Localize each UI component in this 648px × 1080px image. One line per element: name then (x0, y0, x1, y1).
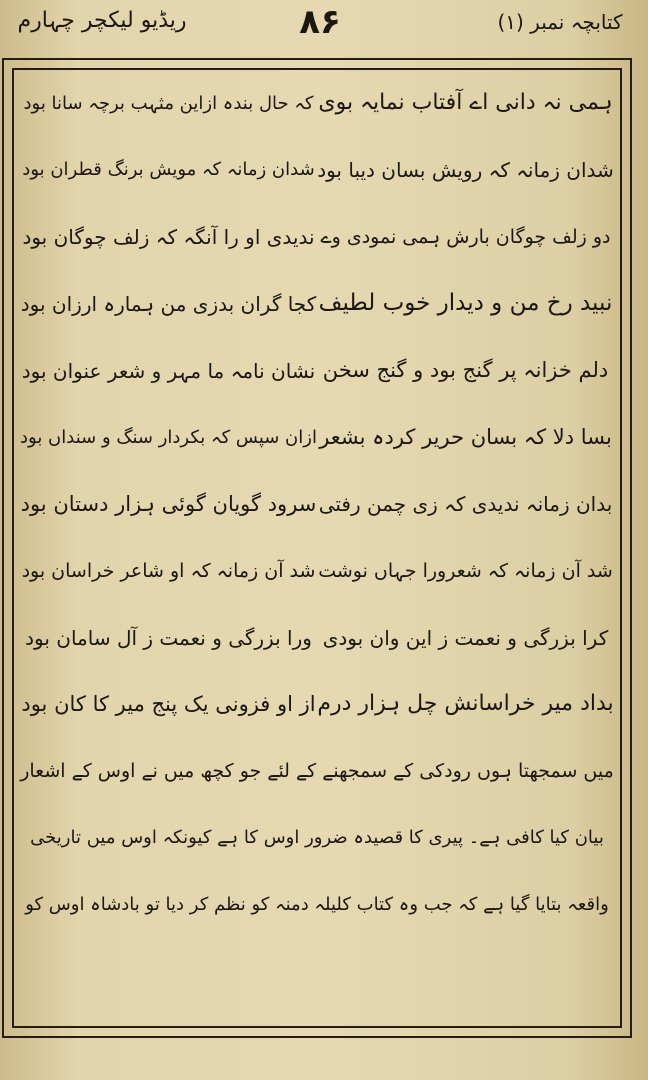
first-hemistich: دو زلف چوگان بارش ہمی نمودی وے (320, 225, 611, 248)
first-hemistich: شدان زمانہ کہ رویش بسان دیبا بود (317, 158, 614, 183)
second-hemistich: کجا گران بدزی من ہمارہ ارزان بود (20, 291, 317, 316)
second-hemistich: کہ حال بندہ ازاین مثہب برچہ سانا بود (23, 92, 314, 114)
couplet (20, 671, 614, 738)
second-hemistich: ورا بزرگی و نعمت ز آل سامان بود (25, 625, 312, 650)
second-hemistich: ندیدی او را آنگہ کہ زلف چوگان بود (22, 224, 315, 249)
second-hemistich: شد آن زمانہ کہ او شاعر خراسان بود (21, 559, 316, 582)
second-hemistich: شدان زمانہ کہ مویش برنگ قطران بود (22, 159, 315, 181)
couplet (20, 604, 614, 671)
prose-line: میں سمجھتا ہوں رودکی کے سمجھنے کے لئے جو کچھ میں نے اوس کے اشعار (20, 759, 614, 782)
first-hemistich: کرا بزرگی و نعمت ز این وان بودی (322, 625, 609, 650)
couplet (20, 404, 614, 471)
second-hemistich: ازان سپس کہ بکردار سنگ و سنداں بود (20, 426, 317, 448)
second-hemistich: نشان نامہ ما مہر و شعر عنوان بود (21, 358, 316, 383)
text-block (20, 70, 614, 938)
couplet (20, 137, 614, 204)
couplet (20, 471, 614, 538)
first-hemistich: بدان زمانہ ندیدی کہ زی چمن رفتی (318, 492, 613, 517)
second-hemistich: از او فزونی یک پنج میر کا کان بود (21, 691, 316, 716)
couplet (20, 270, 614, 337)
series-label: کتابچہ نمبر (۱) (497, 10, 623, 34)
couplet (20, 70, 614, 137)
prose-line: بیان کیا کافی ہے۔ پیری کا قصیدہ ضرور اوس کا ہے کیونکہ اوس میں تاریخی (30, 827, 604, 849)
first-hemistich: ہمی نہ دانی اے آفتاب نمایہ بوی (318, 90, 613, 116)
page-header (0, 0, 648, 52)
first-hemistich: بسا دلا کہ بسان حریر کردہ بشعر (319, 424, 612, 449)
prose-line: واقعہ بتایا گیا ہے کہ جب وہ کتاب کلیلہ دمنہ کو نظم کر دیا تو بادشاہ اوس کو (25, 894, 609, 916)
running-title: ریڈیو لیکچر چہارم (17, 8, 187, 33)
first-hemistich: بداد میر خراسانش چل ہزار درم (317, 691, 614, 717)
first-hemistich: شد آن زمانہ کہ شعرورا جہاں نوشت (318, 559, 613, 582)
first-hemistich: دلم خزانہ پر گنج بود و گنج سخن (322, 357, 609, 382)
page-number: ۸۶ (299, 2, 341, 42)
couplet (20, 538, 614, 605)
couplet (20, 337, 614, 404)
second-hemistich: سرود گویان گوئی ہزار دستان بود (20, 491, 317, 516)
couplet (20, 204, 614, 271)
first-hemistich: نبید رخ من و دیدار خوب لطیف (318, 289, 613, 316)
